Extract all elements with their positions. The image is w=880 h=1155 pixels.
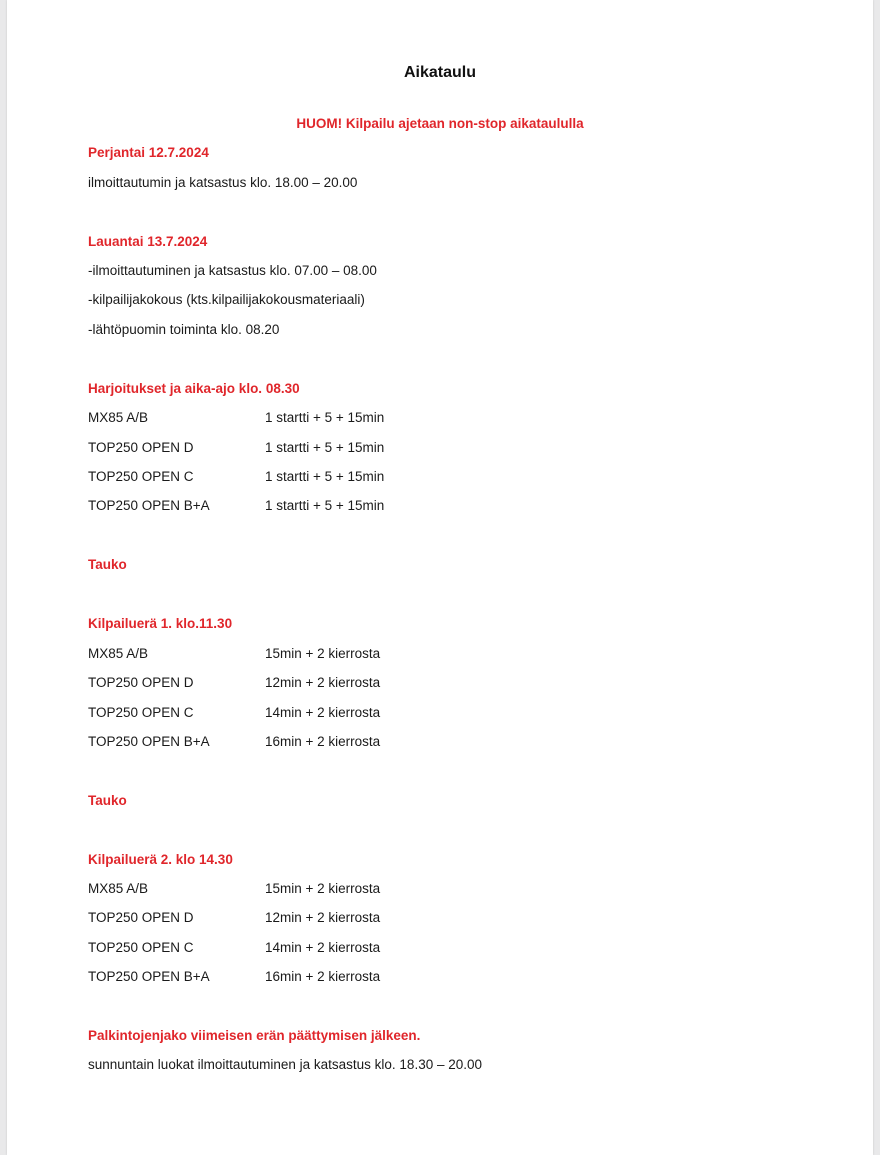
friday-heading: Perjantai 12.7.2024 [88, 145, 209, 160]
nonstop-notice: HUOM! Kilpailu ajetaan non-stop aikataululla [296, 116, 584, 131]
heat2-heading: Kilpailuerä 2. klo 14.30 [88, 852, 233, 867]
heat2-row-time: 15min + 2 kierrosta [265, 881, 381, 896]
practice-row-class: TOP250 OPEN B+A [88, 498, 210, 513]
practice-heading: Harjoitukset ja aika-ajo klo. 08.30 [88, 381, 300, 396]
practice-row-class: TOP250 OPEN C [88, 469, 194, 484]
heat1-heading: Kilpailuerä 1. klo.11.30 [88, 616, 233, 631]
break-heading: Tauko [88, 793, 127, 808]
awards-heading: Palkintojenjako viimeisen erän päättymisen jälkeen. [88, 1028, 421, 1043]
document-title: Aikataulu [403, 64, 476, 81]
practice-row-time: 1 startti + 5 + 15min [265, 498, 385, 513]
heat1-row-class: MX85 A/B [88, 646, 149, 661]
document-page [7, 0, 873, 1155]
heat2-row-class: TOP250 OPEN C [88, 940, 194, 955]
heat2-row-time: 14min + 2 kierrosta [265, 940, 381, 955]
heat1-row-time: 15min + 2 kierrosta [265, 646, 381, 661]
heat2-row-class: TOP250 OPEN B+A [88, 969, 210, 984]
saturday-line: -ilmoittautuminen ja katsastus klo. 07.00 – 08.00 [88, 263, 377, 278]
heat2-row-class: TOP250 OPEN D [88, 910, 194, 925]
heat2-row-class: MX85 A/B [88, 881, 149, 896]
saturday-line: -lähtöpuomin toiminta klo. 08.20 [88, 322, 280, 337]
heat1-row-class: TOP250 OPEN C [88, 705, 194, 720]
practice-row-time: 1 startti + 5 + 15min [265, 469, 385, 484]
sunday-registration-line: sunnuntain luokat ilmoittautuminen ja katsastus klo. 18.30 – 20.00 [88, 1057, 482, 1072]
heat1-row-class: TOP250 OPEN D [88, 675, 194, 690]
practice-row-class: TOP250 OPEN D [88, 440, 194, 455]
saturday-heading: Lauantai 13.7.2024 [88, 234, 208, 249]
practice-row-class: MX85 A/B [88, 410, 149, 425]
friday-line: ilmoittautumin ja katsastus klo. 18.00 – 20.00 [88, 175, 358, 190]
heat1-row-class: TOP250 OPEN B+A [88, 734, 210, 749]
saturday-line: -kilpailijakokous (kts.kilpailijakokousmateriaali) [88, 292, 365, 307]
heat2-row-time: 12min + 2 kierrosta [265, 910, 381, 925]
practice-row-time: 1 startti + 5 + 15min [265, 410, 385, 425]
practice-row-time: 1 startti + 5 + 15min [265, 440, 385, 455]
heat2-row-time: 16min + 2 kierrosta [265, 969, 381, 984]
heat1-row-time: 14min + 2 kierrosta [265, 705, 381, 720]
break-heading: Tauko [88, 557, 127, 572]
heat1-row-time: 16min + 2 kierrosta [265, 734, 381, 749]
heat1-row-time: 12min + 2 kierrosta [265, 675, 381, 690]
